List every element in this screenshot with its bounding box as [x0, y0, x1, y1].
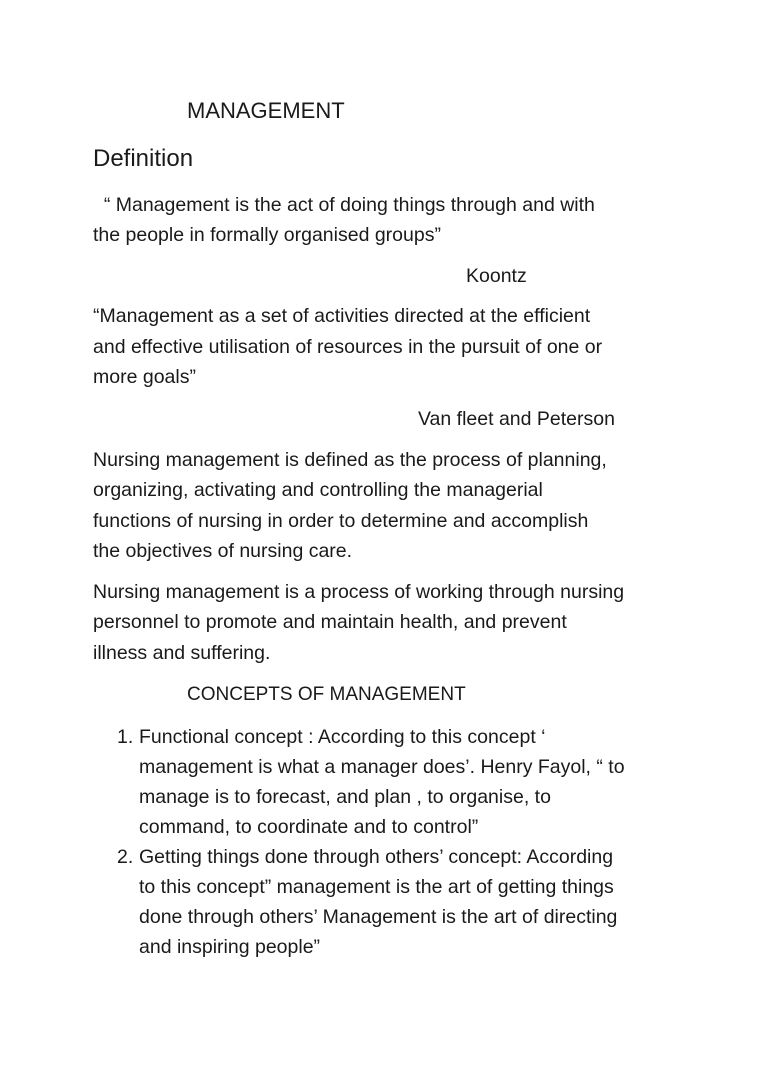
quote2-line: more goals” — [93, 366, 196, 388]
list-item-line: to this concept” management is the art of getting things — [139, 876, 614, 898]
quote1-line: “ Management is the act of doing things through and with — [93, 194, 595, 216]
list-item-line: management is what a manager does’. Henry Fayol, “ to — [139, 756, 625, 778]
quote1-author: Koontz — [466, 265, 527, 287]
paragraph1-line: the objectives of nursing care. — [93, 540, 353, 562]
paragraph1-line: organizing, activating and controlling the managerial — [93, 479, 543, 501]
list-item-line: Getting things done through others’ concept: According — [139, 846, 614, 868]
paragraph1-line: Nursing management is defined as the process of planning, — [93, 449, 607, 471]
list-item-line: Functional concept : According to this concept ‘ — [139, 726, 546, 748]
list-item — [117, 722, 717, 842]
list-item-number: 2. — [117, 846, 134, 868]
quote2-line: “Management as a set of activities directed at the efficient — [93, 305, 591, 327]
list-item-line: command, to coordinate and to control” — [139, 816, 479, 838]
quote1-line: the people in formally organised groups” — [93, 224, 441, 246]
list-item — [117, 842, 717, 962]
paragraph2-line: Nursing management is a process of working through nursing — [93, 581, 625, 603]
list-item-line: manage is to forecast, and plan , to organise, to — [139, 786, 551, 808]
paragraph1-line: functions of nursing in order to determine and accomplish — [93, 510, 589, 532]
list-item-line: and inspiring people” — [139, 936, 321, 958]
concepts-list — [117, 722, 717, 962]
list-item-line: done through others’ Management is the art of directing — [139, 906, 618, 928]
concepts-heading: CONCEPTS OF MANAGEMENT — [187, 684, 466, 705]
paragraph2-line: illness and suffering. — [93, 642, 271, 664]
list-item-number: 1. — [117, 726, 134, 748]
quote2-author: Van fleet and Peterson — [418, 408, 615, 430]
paragraph2-line: personnel to promote and maintain health, and prevent — [93, 611, 567, 633]
definition-heading: Definition — [93, 145, 194, 172]
document-title: MANAGEMENT — [187, 98, 345, 123]
quote2-line: and effective utilisation of resources in the pursuit of one or — [93, 336, 603, 358]
